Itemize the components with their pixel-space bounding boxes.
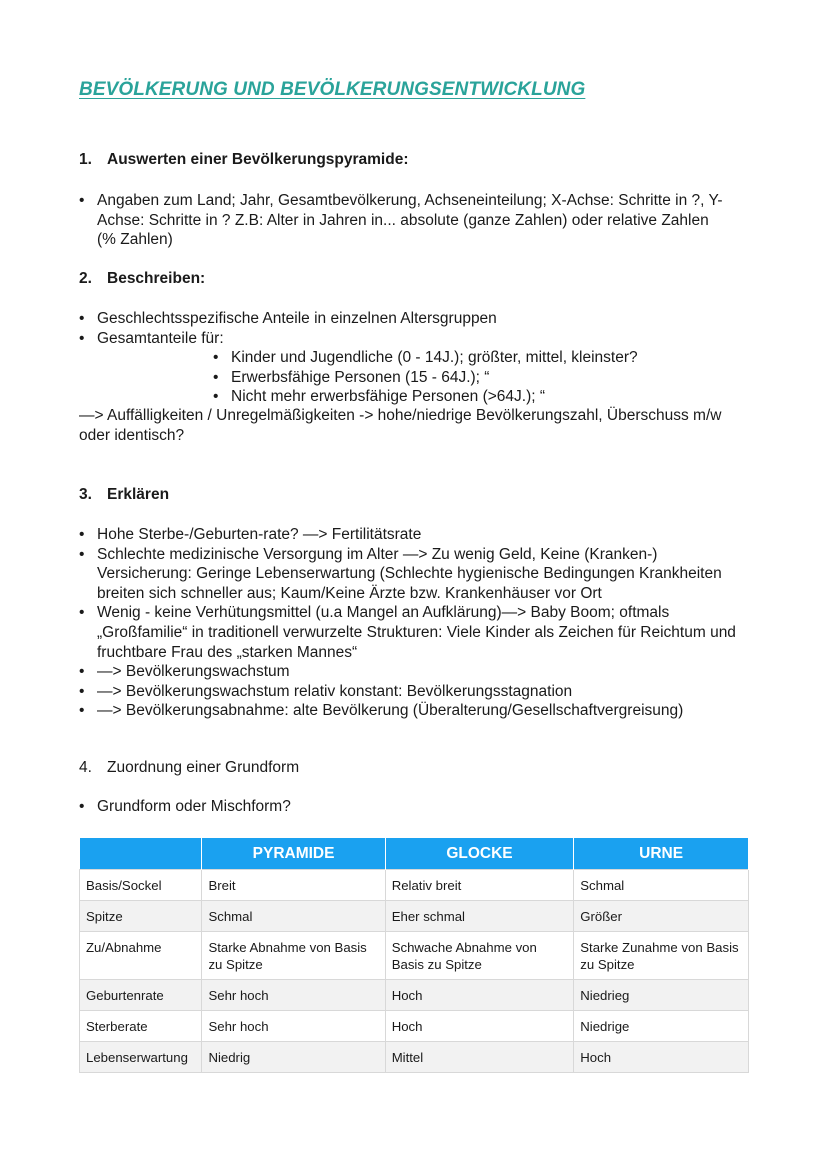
- table-row: [80, 901, 749, 932]
- section-number: 4.: [79, 759, 92, 776]
- section-3-list: [79, 525, 745, 721]
- list-item: • Kinder und Jugendliche (0 - 14J.); größter, mittel, kleinster?: [213, 349, 638, 366]
- bullet-icon: •: [213, 349, 219, 366]
- table-cell: Größer: [574, 901, 749, 932]
- table-header-cell: GLOCKE: [385, 838, 574, 870]
- table-cell: Niedrieg: [574, 980, 749, 1011]
- list-item: • Wenig - keine Verhütungsmittel (u.a Mangel an Aufklärung)—> Baby Boom; oftmals „Großfamilie“ in traditionell verwurzelte Strukturen: Viele Kinder als Zeichen für Reichtum und fruchtbare Frau des „starken Mannes“: [79, 604, 736, 661]
- table-cell: Spitze: [80, 901, 202, 932]
- bullet-icon: •: [79, 526, 85, 543]
- bullet-icon: •: [213, 388, 219, 406]
- table-cell: Starke Zunahme von Basis zu Spitze: [574, 932, 749, 980]
- list-item: • Gesamtanteile für:: [79, 329, 224, 347]
- table-header-cell: PYRAMIDE: [202, 838, 385, 870]
- table-cell: Hoch: [385, 1011, 574, 1042]
- section-number: 3.: [79, 486, 92, 503]
- table-cell: Schwache Abnahme von Basis zu Spitze: [385, 932, 574, 980]
- bullet-icon: •: [213, 368, 219, 386]
- section-number: 2.: [79, 270, 92, 287]
- table-cell: Eher schmal: [385, 901, 574, 932]
- list-item: • Geschlechtsspezifische Anteile in einzelnen Altersgruppen: [79, 310, 497, 327]
- table-cell: Starke Abnahme von Basis zu Spitze: [202, 932, 385, 980]
- bullet-icon: •: [79, 663, 85, 681]
- table-row: [80, 870, 749, 901]
- bullet-icon: •: [79, 545, 85, 563]
- section-4-heading: [79, 759, 299, 777]
- table-header-cell: [80, 838, 202, 870]
- list-item: • Schlechte medizinische Versorgung im Alter —> Zu wenig Geld, Keine (Kranken-) Versicherung: Geringe Lebenserwartung (Schlechte hygienische Bedingungen Krankheiten breiten sich schneller aus; Kaum/Keine Ärzte bzw. Krankenhäuser vor Ort: [79, 545, 722, 602]
- table-cell: Zu/Abnahme: [80, 932, 202, 980]
- bullet-icon: •: [79, 192, 85, 209]
- section-title: Zuordnung einer Grundform: [107, 759, 300, 776]
- bullet-icon: •: [79, 329, 85, 347]
- table-cell: Sehr hoch: [202, 980, 385, 1011]
- section-1-list: [79, 191, 729, 250]
- table-header-cell: URNE: [574, 838, 749, 870]
- section-title: Beschreiben:: [107, 270, 206, 287]
- section-1-heading: [79, 151, 409, 169]
- table-cell: Basis/Sockel: [80, 870, 202, 901]
- list-item: • Erwerbsfähige Personen (15 - 64J.); “: [213, 368, 490, 386]
- list-item: • Angaben zum Land; Jahr, Gesamtbevölkerung, Achseneinteilung; X-Achse: Schritte in ?, Y-Achse: Schritte in ? Z.B: Alter in Jahren in... absolute (ganze Zahlen) oder relative Zahlen (% Zahlen): [79, 192, 723, 249]
- bullet-icon: •: [79, 702, 85, 720]
- table-cell: Schmal: [574, 870, 749, 901]
- table-cell: Hoch: [574, 1042, 749, 1073]
- table-cell: Niedrige: [574, 1011, 749, 1042]
- table-cell: Mittel: [385, 1042, 574, 1073]
- bullet-icon: •: [79, 604, 85, 622]
- bullet-icon: •: [79, 798, 85, 815]
- table-header-row: [80, 838, 749, 870]
- section-title: Erklären: [107, 486, 170, 503]
- pyramid-forms-table: [79, 838, 749, 1073]
- section-title: Auswerten einer Bevölkerungspyramide:: [107, 151, 409, 168]
- section-2-list: [79, 309, 739, 348]
- table-cell: Niedrig: [202, 1042, 385, 1073]
- table-cell: Relativ breit: [385, 870, 574, 901]
- bullet-icon: •: [79, 682, 85, 700]
- table-cell: Hoch: [385, 980, 574, 1011]
- section-2-heading: [79, 270, 205, 288]
- list-item: • —> Bevölkerungswachstum relativ konstant: Bevölkerungsstagnation: [79, 682, 573, 700]
- section-3-heading: [79, 486, 169, 504]
- page-title: BEVÖLKERUNG UND BEVÖLKERUNGSENTWICKLUNG: [79, 79, 586, 100]
- section-number: 1.: [79, 151, 92, 168]
- table-cell: Lebenserwartung: [80, 1042, 202, 1073]
- table-row: [80, 932, 749, 980]
- list-item: • Nicht mehr erwerbsfähige Personen (>64J.); “: [213, 388, 546, 406]
- table-cell: Schmal: [202, 901, 385, 932]
- section-2-note: —> Auffälligkeiten / Unregelmäßigkeiten -> hohe/niedrige Bevölkerungszahl, Überschuss m/w oder identisch?: [79, 407, 722, 444]
- table-cell: Breit: [202, 870, 385, 901]
- bullet-icon: •: [79, 310, 85, 327]
- table-row: [80, 980, 749, 1011]
- table-row: [80, 1042, 749, 1073]
- section-2-sublist: [213, 348, 733, 407]
- list-item: • —> Bevölkerungsabnahme: alte Bevölkerung (Überalterung/Gesellschaftvergreisung): [79, 702, 684, 720]
- table-cell: Geburtenrate: [80, 980, 202, 1011]
- list-item: • Grundform oder Mischform?: [79, 798, 291, 815]
- section-4-list: [79, 797, 679, 817]
- list-item: • —> Bevölkerungswachstum: [79, 663, 290, 681]
- table-cell: Sterberate: [80, 1011, 202, 1042]
- table-cell: Sehr hoch: [202, 1011, 385, 1042]
- table-row: [80, 1011, 749, 1042]
- list-item: • Hohe Sterbe-/Geburten-rate? —> Fertilitätsrate: [79, 526, 422, 543]
